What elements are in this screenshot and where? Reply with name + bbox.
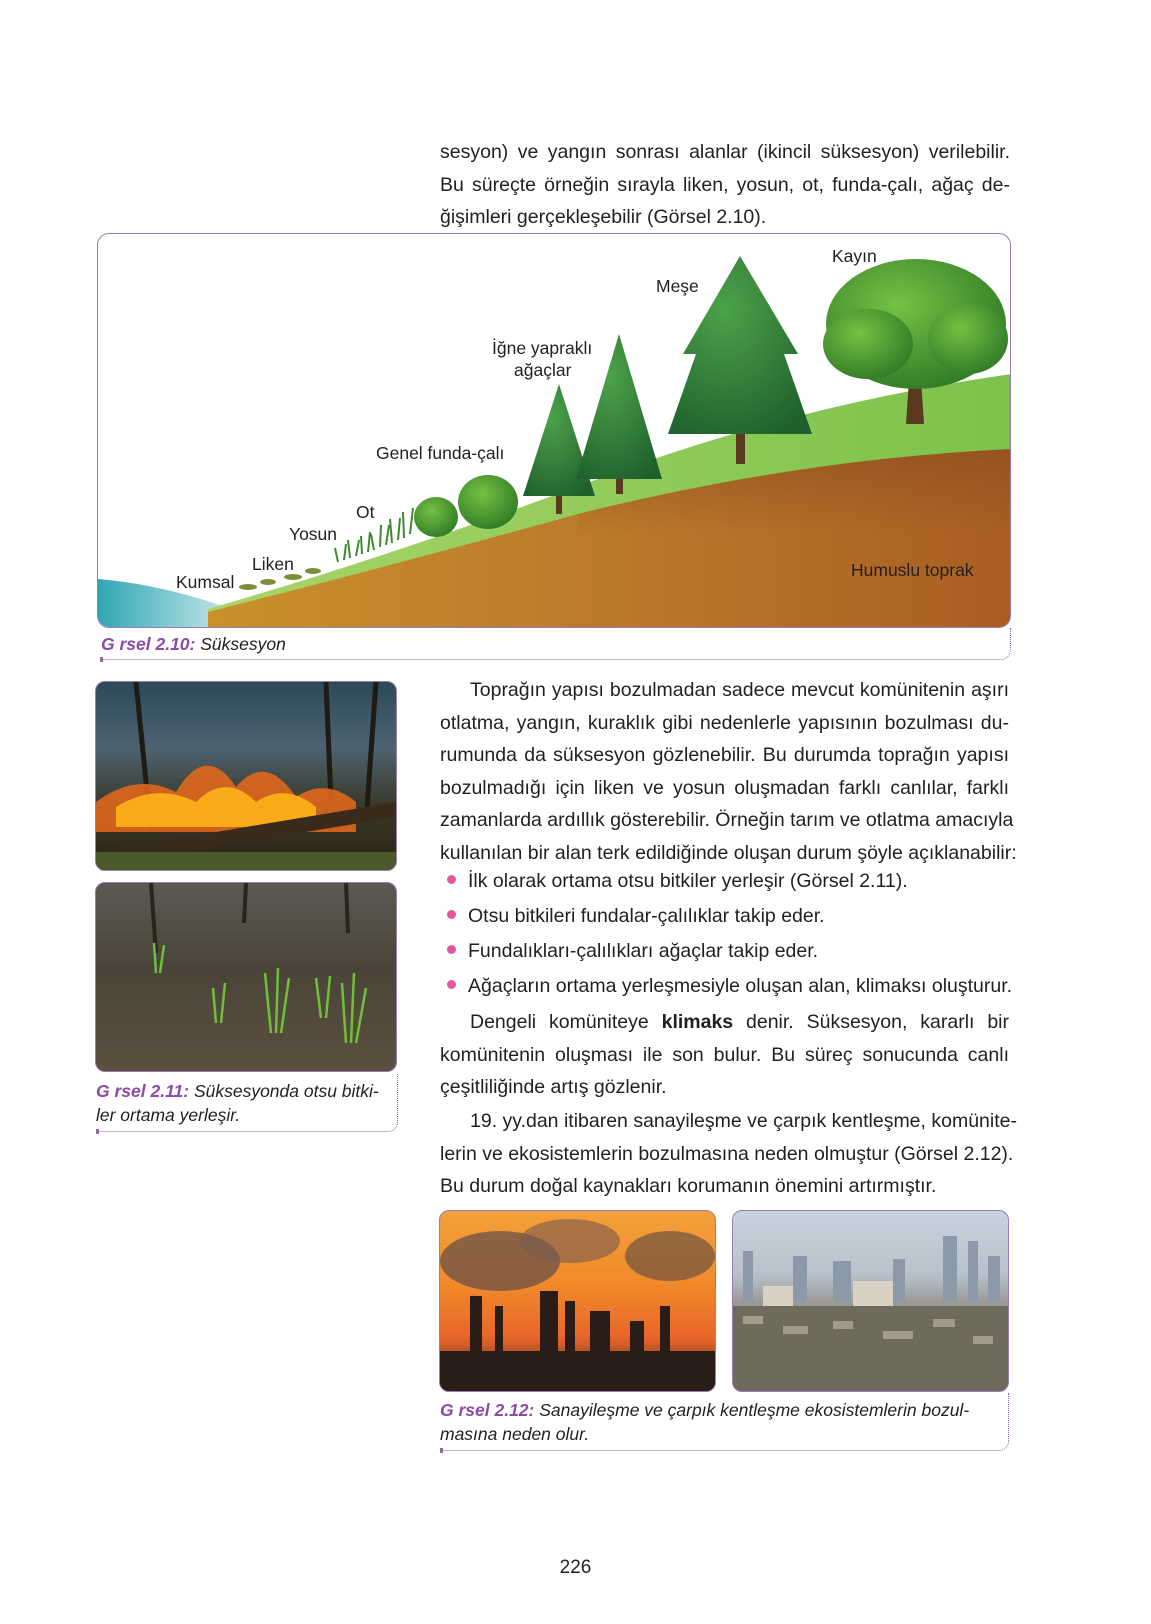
- figure-2-10-caption: [101, 632, 286, 656]
- figure-2-10-succession-diagram: [97, 233, 1011, 628]
- para3-line-2: lerin ve ekosistemlerin bozulmasına neden olmuştur (Görsel 2.12).: [440, 1142, 1014, 1165]
- label-igne-1: İğne yapraklı: [492, 338, 593, 358]
- figure-2-12-caption-line-2: masına neden olur.: [440, 1424, 590, 1444]
- intro-paragraph: [440, 136, 1010, 234]
- label-kayin: Kayın: [832, 246, 877, 266]
- bullet-dot: [447, 945, 456, 954]
- figure-2-12-caption-label: G rsel 2.12:: [440, 1400, 535, 1420]
- bullet-item-3: [468, 939, 818, 963]
- label-humus: Humuslu toprak: [851, 560, 974, 580]
- para3-line-3: Bu durum doğal kaynakları korumanın önemini artırmıştır.: [440, 1175, 937, 1197]
- label-liken: Liken: [252, 554, 294, 574]
- bullet-item-2: [468, 904, 825, 928]
- para2-line-3: çeşitliliğinde artış gözlenir.: [440, 1076, 667, 1098]
- label-mese: Meşe: [656, 276, 699, 296]
- figure-2-11-caption-line-1: [96, 1079, 396, 1103]
- bullet-dot: [447, 910, 456, 919]
- para1-line-2: otlatma, yangın, kuraklık gibi nedenlerle yapısının bozulması du-: [440, 711, 1009, 734]
- figure-2-12-caption-line-1: [440, 1398, 1007, 1422]
- intro-line-1: sesyon) ve yangın sonrası alanlar (ikincil süksesyon) verilebilir.: [440, 141, 1010, 163]
- label-ot: Ot: [356, 502, 375, 522]
- figure-2-11-fire-photo: [95, 681, 397, 871]
- paragraph-1: [440, 674, 1017, 869]
- para1-line-3: rumunda da süksesyon gözlenebilir. Bu durumda toprağın yapısı: [440, 744, 1009, 766]
- bullet-dot: [447, 875, 456, 884]
- bullet-text-3: Fundalıkları-çalılıkları ağaçlar takip eder.: [468, 940, 819, 962]
- paragraph-3: [440, 1105, 1017, 1203]
- label-kumsal: Kumsal: [176, 572, 235, 592]
- term-klimaks: klimaks: [661, 1011, 734, 1033]
- para2-line-1: [440, 1006, 1009, 1039]
- para2-text-b: denir. Süksesyon, kararlı bir: [733, 1011, 1009, 1033]
- figure-2-11-caption-line-2: ler ortama yerleşir.: [96, 1105, 241, 1125]
- bullet-item-4: [468, 974, 1012, 998]
- para1-line-6: kullanılan bir alan terk edildiğinde oluşan durum şöyle açıklanabilir:: [440, 841, 1017, 864]
- figure-2-10-caption-text: Süksesyon: [195, 634, 286, 654]
- label-igne-2: ağaçlar: [514, 360, 572, 380]
- figure-2-12-caption: [440, 1398, 1007, 1446]
- label-yosun: Yosun: [289, 524, 338, 544]
- figure-2-11-regrowth-photo: [95, 882, 397, 1072]
- bullet-text-4: Ağaçların ortama yerleşmesiyle oluşan alan, klimaksı oluşturur.: [468, 975, 1013, 997]
- figure-2-11-caption-label: G rsel 2.11:: [96, 1081, 190, 1101]
- industry-image: [440, 1211, 716, 1392]
- para1-line-4: bozulmadığı için liken ve yosun oluşmadan farklı canlılar, farklı: [440, 776, 1009, 799]
- bullet-item-1: [468, 869, 908, 893]
- intro-line-3: ğişimleri gerçekleşebilir (Görsel 2.10).: [440, 206, 767, 228]
- regrowth-image: [96, 883, 397, 1072]
- fire-image: [96, 682, 397, 871]
- figure-2-11-caption: [96, 1079, 396, 1127]
- city-image: [733, 1211, 1009, 1392]
- para1-line-1: Toprağın yapısı bozulmadan sadece mevcut komünitenin aşırı: [470, 679, 1009, 701]
- page-number: 226: [559, 1557, 592, 1578]
- figure-2-10-caption-label: G rsel 2.10:: [101, 634, 196, 654]
- figure-2-12-city-photo: [732, 1210, 1009, 1392]
- figure-2-12-caption-text-1: Sanayileşme ve çarpık kentleşme ekosistemlerin bozul-: [534, 1400, 970, 1420]
- paragraph-2: [440, 1006, 1009, 1104]
- intro-line-2: Bu süreçte örneğin sırayla liken, yosun, ot, funda-çalı, ağaç de-: [440, 173, 1010, 196]
- bullet-dot: [447, 980, 456, 989]
- label-funda: Genel funda-çalı: [376, 443, 505, 463]
- figure-2-12-industry-photo: [439, 1210, 716, 1392]
- figure-2-11-caption-text-1: Süksesyonda otsu bitki-: [189, 1081, 379, 1101]
- para3-line-1: 19. yy.dan itibaren sanayileşme ve çarpık kentleşme, komünite-: [470, 1110, 1017, 1132]
- para2-line-2: komünitenin oluşması ile son bulur. Bu süreç sonucunda canlı: [440, 1043, 1009, 1066]
- bullet-text-1: İlk olarak ortama otsu bitkiler yerleşir (Görsel 2.11).: [468, 870, 908, 892]
- bullet-text-2: Otsu bitkileri fundalar-çalılıklar takip eder.: [468, 905, 825, 927]
- para1-line-5: zamanlarda ardıllık gösterebilir. Örneğin tarım ve otlatma amacıyla: [440, 809, 1014, 831]
- para2-text-a: Dengeli komüniteye: [470, 1011, 662, 1033]
